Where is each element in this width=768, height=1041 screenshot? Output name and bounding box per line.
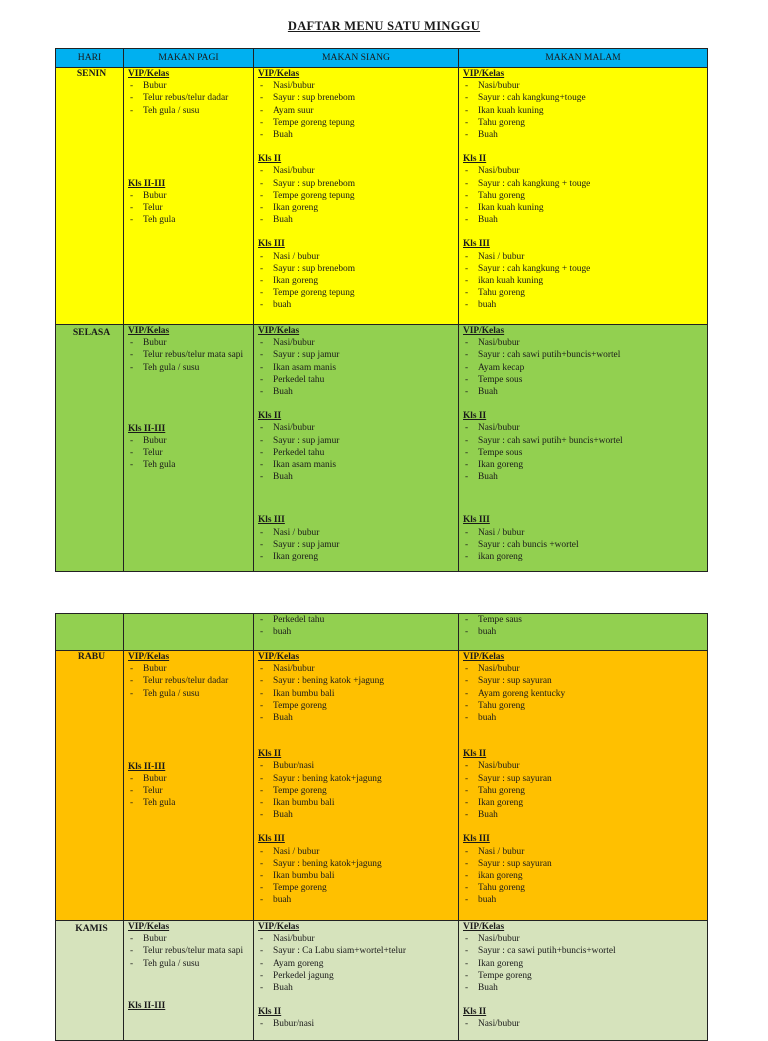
menu-item: - ikan goreng bbox=[463, 870, 707, 882]
menu-item: - Teh gula / susu bbox=[128, 958, 253, 970]
page-title: DAFTAR MENU SATU MINGGU bbox=[287, 19, 481, 33]
menu-item: - Nasi / bubur bbox=[463, 846, 707, 858]
class-heading: Kls II bbox=[258, 411, 282, 422]
menu-item: - Tahu goreng bbox=[463, 190, 707, 202]
class-heading: VIP/Kelas bbox=[258, 69, 300, 79]
header-row bbox=[56, 49, 708, 68]
class-heading: VIP/Kelas bbox=[463, 69, 505, 79]
menu-item: - Tahu goreng bbox=[463, 117, 707, 129]
menu-item: - ikan kuah kuning bbox=[463, 275, 707, 287]
menu-item: - Nasi/bubur bbox=[463, 422, 707, 434]
menu-item: - Sayur : sup brenebom bbox=[258, 92, 458, 104]
menu-item: - Nasi/bubur bbox=[463, 165, 707, 177]
menu-item: - Telur rebus/telur mata sapi bbox=[128, 945, 253, 957]
menu-item: - Ikan goreng bbox=[258, 275, 458, 287]
class-heading: VIP/Kelas bbox=[463, 652, 505, 662]
makan-siang-cell bbox=[254, 614, 459, 651]
day-label: KAMIS bbox=[56, 921, 124, 1041]
menu-item: - Tempe sous bbox=[463, 447, 707, 459]
menu-item: - Bubur bbox=[128, 190, 253, 202]
header-makan-malam: MAKAN MALAM bbox=[459, 49, 708, 68]
menu-item: - Nasi/bubur bbox=[258, 165, 458, 177]
menu-item: - Ayam goreng bbox=[258, 958, 458, 970]
menu-item: - Sayur : sup jamur bbox=[258, 349, 458, 361]
menu-item: - Nasi/bubur bbox=[463, 1018, 707, 1030]
menu-item: - Bubur bbox=[128, 337, 253, 349]
menu-item: - Buah bbox=[258, 471, 458, 483]
menu-item: - Nasi / bubur bbox=[258, 846, 458, 858]
menu-item: - Telur bbox=[128, 785, 253, 797]
menu-item: - Sayur : Ca Labu siam+wortel+telur bbox=[258, 945, 458, 957]
menu-item: - Ikan goreng bbox=[463, 459, 707, 471]
class-heading: Kls III bbox=[258, 515, 285, 526]
menu-item: - Tahu goreng bbox=[463, 700, 707, 712]
menu-item: - Tempe goreng bbox=[258, 785, 458, 797]
class-heading: Kls II-III bbox=[128, 178, 166, 189]
makan-siang-cell bbox=[254, 651, 459, 921]
menu-item: - Bubur bbox=[128, 80, 253, 92]
class-heading: Kls II bbox=[258, 749, 282, 760]
menu-table-page-1 bbox=[55, 48, 708, 572]
menu-item: - Buah bbox=[463, 214, 707, 226]
menu-item: - Ikan goreng bbox=[258, 551, 458, 563]
menu-item: - Sayur : cah sawi putih+buncis+wortel bbox=[463, 349, 707, 361]
menu-item: - Sayur : cah kangkung + touge bbox=[463, 263, 707, 275]
menu-item: - Sayur : bening katok +jagung bbox=[258, 675, 458, 687]
class-heading: VIP/Kelas bbox=[128, 69, 170, 79]
menu-item: - Nasi/bubur bbox=[463, 760, 707, 772]
menu-item: - buah bbox=[463, 626, 707, 638]
menu-item: - Teh gula / susu bbox=[128, 688, 253, 700]
menu-item: - Sayur : cah buncis +wortel bbox=[463, 539, 707, 551]
menu-item: - Tempe goreng tepung bbox=[258, 117, 458, 129]
class-heading: Kls III bbox=[463, 834, 490, 845]
menu-item: - Nasi / bubur bbox=[463, 251, 707, 263]
day-label-empty bbox=[56, 614, 124, 651]
header-hari: HARI bbox=[56, 49, 124, 68]
menu-item: - Sayur : sup sayuran bbox=[463, 858, 707, 870]
menu-item: - Bubur/nasi bbox=[258, 1018, 458, 1030]
menu-table-page-2 bbox=[55, 613, 708, 1041]
header-makan-pagi: MAKAN PAGI bbox=[124, 49, 254, 68]
menu-item: - Sayur : sup brenebom bbox=[258, 178, 458, 190]
menu-item: - Nasi/bubur bbox=[258, 933, 458, 945]
class-heading: Kls II-III bbox=[128, 1000, 166, 1011]
menu-item: - Buah bbox=[463, 129, 707, 141]
menu-item: - buah bbox=[258, 626, 458, 638]
menu-item: - Buah bbox=[258, 214, 458, 226]
class-heading: Kls II bbox=[463, 154, 487, 165]
class-heading: VIP/Kelas bbox=[463, 326, 505, 336]
menu-item: - buah bbox=[463, 299, 707, 311]
makan-malam-cell bbox=[459, 921, 708, 1041]
menu-item: - Nasi/bubur bbox=[258, 663, 458, 675]
makan-malam-cell bbox=[459, 325, 708, 572]
class-heading: VIP/Kelas bbox=[463, 922, 505, 932]
menu-item: - Teh gula bbox=[128, 214, 253, 226]
menu-item: - Tempe goreng bbox=[258, 882, 458, 894]
menu-item: - Sayur : bening katok+jagung bbox=[258, 858, 458, 870]
day-row-selasa-continued bbox=[56, 614, 708, 651]
day-label: SENIN bbox=[56, 68, 124, 325]
menu-item: - Buah bbox=[463, 809, 707, 821]
class-heading: VIP/Kelas bbox=[128, 652, 170, 662]
menu-item: - Buah bbox=[258, 712, 458, 724]
class-heading: Kls II bbox=[463, 1007, 487, 1018]
class-heading: Kls II-III bbox=[128, 423, 166, 434]
menu-item: - Tahu goreng bbox=[463, 287, 707, 299]
menu-item: - Tempe goreng bbox=[258, 700, 458, 712]
menu-item: - Ikan asam manis bbox=[258, 362, 458, 374]
menu-item: - Buah bbox=[258, 809, 458, 821]
menu-item: - Teh gula bbox=[128, 797, 253, 809]
class-heading: Kls II bbox=[463, 749, 487, 760]
makan-pagi-cell bbox=[124, 68, 254, 325]
day-label: SELASA bbox=[56, 325, 124, 572]
menu-item: - Ikan kuah kuning bbox=[463, 202, 707, 214]
class-heading: Kls III bbox=[258, 834, 285, 845]
menu-item: - Nasi / bubur bbox=[258, 527, 458, 539]
menu-item: - Bubur bbox=[128, 773, 253, 785]
menu-item: - Nasi/bubur bbox=[258, 337, 458, 349]
class-heading: VIP/Kelas bbox=[258, 652, 300, 662]
menu-item: - Sayur : cah kangkung + touge bbox=[463, 178, 707, 190]
class-heading: Kls II bbox=[258, 1007, 282, 1018]
menu-item: - Ikan goreng bbox=[463, 958, 707, 970]
class-heading: Kls III bbox=[463, 515, 490, 526]
menu-item: - Ikan goreng bbox=[463, 797, 707, 809]
menu-item: - Ayam kecap bbox=[463, 362, 707, 374]
menu-item: - Ayam suur bbox=[258, 105, 458, 117]
menu-item: - Tempe goreng tepung bbox=[258, 190, 458, 202]
makan-siang-cell bbox=[254, 68, 459, 325]
menu-item: - Sayur : ca sawi putih+buncis+wortel bbox=[463, 945, 707, 957]
menu-item: - Sayur : cah kangkung+touge bbox=[463, 92, 707, 104]
menu-item: - Buah bbox=[463, 982, 707, 994]
day-row-rabu bbox=[56, 651, 708, 921]
menu-item: - Tempe saus bbox=[463, 614, 707, 626]
menu-item: - Nasi/bubur bbox=[258, 422, 458, 434]
menu-item: - Bubur bbox=[128, 435, 253, 447]
menu-item: - Nasi/bubur bbox=[463, 933, 707, 945]
menu-item: - Ikan goreng bbox=[258, 202, 458, 214]
menu-item: - Buah bbox=[258, 386, 458, 398]
menu-item: - Bubur/nasi bbox=[258, 760, 458, 772]
menu-item: - Tempe goreng tepung bbox=[258, 287, 458, 299]
menu-item: - Ikan kuah kuning bbox=[463, 105, 707, 117]
menu-item: - Sayur : sup brenebom bbox=[258, 263, 458, 275]
class-heading: Kls II bbox=[258, 154, 282, 165]
class-heading: Kls III bbox=[258, 239, 285, 250]
menu-item: - Nasi / bubur bbox=[258, 251, 458, 263]
day-row-senin bbox=[56, 68, 708, 325]
makan-pagi-cell bbox=[124, 614, 254, 651]
menu-item: - Tahu goreng bbox=[463, 882, 707, 894]
day-row-selasa bbox=[56, 325, 708, 572]
menu-item: - Sayur : sup jamur bbox=[258, 435, 458, 447]
class-heading: VIP/Kelas bbox=[128, 922, 170, 932]
menu-item: - Nasi/bubur bbox=[258, 80, 458, 92]
menu-item: - Ikan bumbu bali bbox=[258, 797, 458, 809]
menu-item: - Perkedel tahu bbox=[258, 374, 458, 386]
menu-item: - Teh gula / susu bbox=[128, 105, 253, 117]
menu-item: - Sayur : sup sayuran bbox=[463, 773, 707, 785]
menu-item: - Telur rebus/telur dadar bbox=[128, 92, 253, 104]
menu-item: - buah bbox=[258, 894, 458, 906]
menu-item: - Bubur bbox=[128, 933, 253, 945]
header-makan-siang: MAKAN SIANG bbox=[254, 49, 459, 68]
menu-item: - Nasi / bubur bbox=[463, 527, 707, 539]
menu-item: - Ikan bumbu bali bbox=[258, 688, 458, 700]
menu-item: - Perkedel jagung bbox=[258, 970, 458, 982]
makan-malam-cell bbox=[459, 68, 708, 325]
class-heading: Kls II-III bbox=[128, 761, 166, 772]
menu-item: - buah bbox=[463, 894, 707, 906]
menu-item: - Bubur bbox=[128, 663, 253, 675]
menu-item: - Nasi/bubur bbox=[463, 80, 707, 92]
menu-item: - Buah bbox=[258, 129, 458, 141]
class-heading: VIP/Kelas bbox=[258, 922, 300, 932]
makan-siang-cell bbox=[254, 325, 459, 572]
menu-item: - Tempe sous bbox=[463, 374, 707, 386]
menu-item: - Teh gula / susu bbox=[128, 362, 253, 374]
menu-item: - Buah bbox=[258, 982, 458, 994]
class-heading: Kls II bbox=[463, 411, 487, 422]
menu-item: - Nasi/bubur bbox=[463, 337, 707, 349]
menu-item: - Sayur : sup jamur bbox=[258, 539, 458, 551]
menu-item: - Ikan bumbu bali bbox=[258, 870, 458, 882]
menu-item: - ikan goreng bbox=[463, 551, 707, 563]
menu-item: - Buah bbox=[463, 386, 707, 398]
menu-item: - Tempe goreng bbox=[463, 970, 707, 982]
menu-item: - Perkedel tahu bbox=[258, 447, 458, 459]
makan-pagi-cell bbox=[124, 651, 254, 921]
menu-item: - Perkedel tahu bbox=[258, 614, 458, 626]
menu-item: - Teh gula bbox=[128, 459, 253, 471]
day-row-kamis bbox=[56, 921, 708, 1041]
class-heading: Kls III bbox=[463, 239, 490, 250]
makan-malam-cell bbox=[459, 614, 708, 651]
menu-item: - Telur bbox=[128, 202, 253, 214]
menu-item: - Ayam goreng kentucky bbox=[463, 688, 707, 700]
menu-item: - Telur bbox=[128, 447, 253, 459]
menu-item: - Telur rebus/telur mata sapi bbox=[128, 349, 253, 361]
class-heading: VIP/Kelas bbox=[128, 326, 170, 336]
menu-item: - Buah bbox=[463, 471, 707, 483]
menu-item: - buah bbox=[258, 299, 458, 311]
menu-item: - Tahu goreng bbox=[463, 785, 707, 797]
menu-item: - Sayur : bening katok+jagung bbox=[258, 773, 458, 785]
menu-item: - Nasi/bubur bbox=[463, 663, 707, 675]
makan-siang-cell bbox=[254, 921, 459, 1041]
menu-item: - Telur rebus/telur dadar bbox=[128, 675, 253, 687]
makan-pagi-cell bbox=[124, 921, 254, 1041]
menu-item: - Sayur : sup sayuran bbox=[463, 675, 707, 687]
menu-item: - buah bbox=[463, 712, 707, 724]
class-heading: VIP/Kelas bbox=[258, 326, 300, 336]
makan-malam-cell bbox=[459, 651, 708, 921]
menu-item: - Sayur : cah sawi putih+ buncis+wortel bbox=[463, 435, 707, 447]
makan-pagi-cell bbox=[124, 325, 254, 572]
menu-item: - Ikan asam manis bbox=[258, 459, 458, 471]
day-label: RABU bbox=[56, 651, 124, 921]
